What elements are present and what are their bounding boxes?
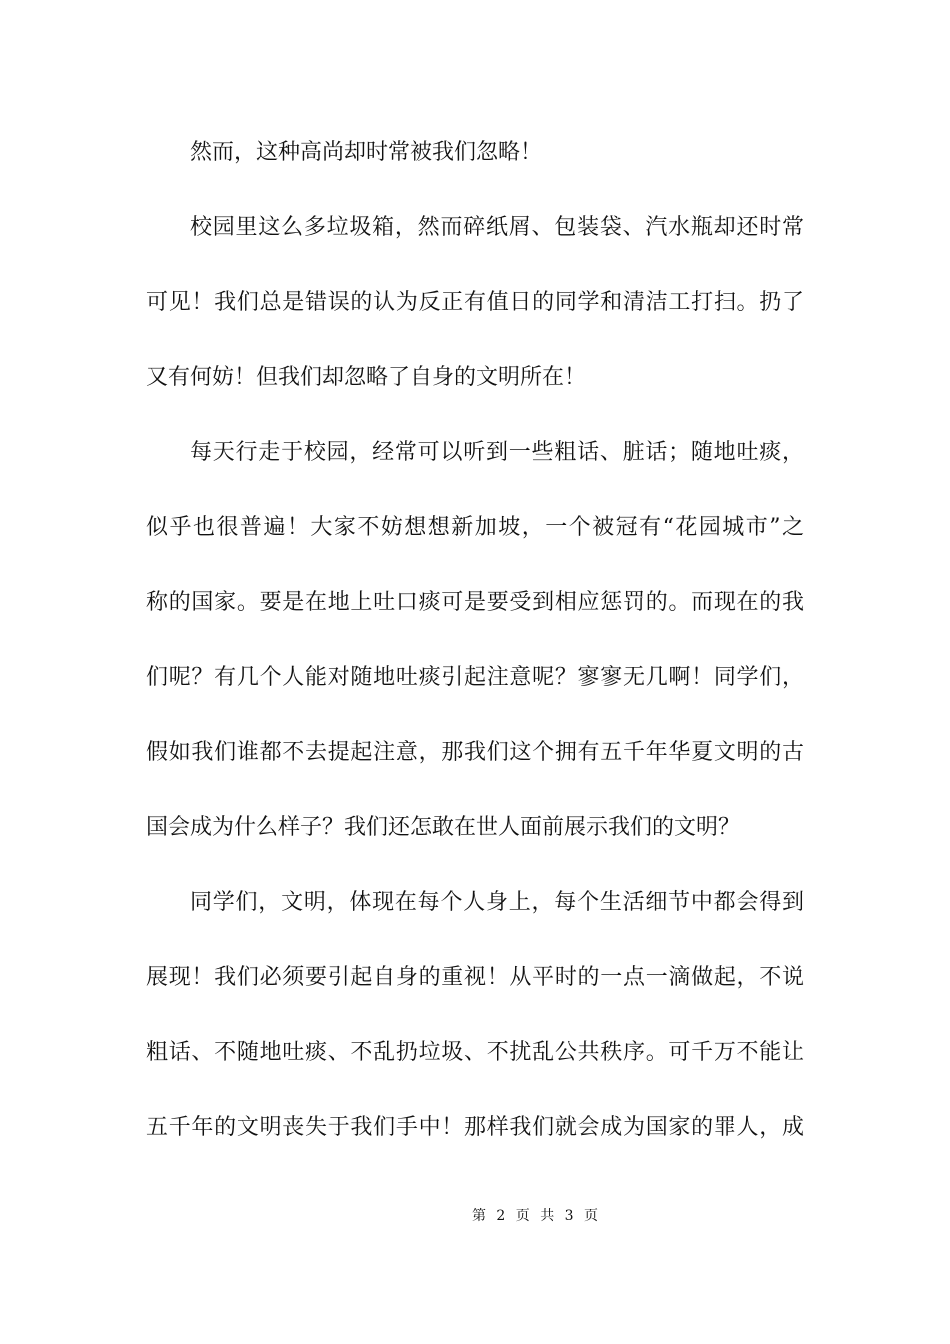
paragraph-4-line-2: 展现！我们必须要引起自身的重视！从平时的一点一滴做起，不说: [146, 965, 804, 990]
paragraph-3-line-4: 们呢？有几个人能对随地吐痰引起注意呢？寥寥无几啊！同学们，: [146, 665, 804, 690]
footer-current-page: 2: [496, 1208, 506, 1224]
paragraph-2-line-2: 可见！我们总是错误的认为反正有值日的同学和清洁工打扫。扔了: [146, 290, 804, 315]
footer-total-prefix: 共: [540, 1208, 555, 1224]
paragraph-1-line-1: 然而，这种高尚却时常被我们忽略！: [190, 140, 543, 165]
footer-total-pages: 3: [564, 1208, 574, 1224]
paragraph-3-line-1: 每天行走于校园，经常可以听到一些粗话、脏话；随地吐痰，: [190, 440, 804, 465]
paragraph-2-line-3: 又有何妨！但我们却忽略了自身的文明所在！: [146, 365, 587, 390]
footer-page-word: 页: [515, 1208, 530, 1224]
paragraph-2-line-1: 校园里这么多垃圾箱，然而碎纸屑、包装袋、汽水瓶却还时常: [190, 215, 804, 240]
paragraph-4-line-4: 五千年的文明丧失于我们手中！那样我们就会成为国家的罪人，成: [146, 1115, 804, 1140]
page-footer: [0, 1204, 950, 1228]
footer-page-prefix: 第: [471, 1208, 486, 1224]
paragraph-3-line-6: 国会成为什么样子？我们还怎敢在世人面前展示我们的文明？: [146, 815, 741, 840]
footer-total-word: 页: [584, 1208, 599, 1224]
paragraph-3-line-3: 称的国家。要是在地上吐口痰可是要受到相应惩罚的。而现在的我: [146, 590, 804, 615]
paragraph-4-line-1: 同学们，文明，体现在每个人身上，每个生活细节中都会得到: [190, 890, 804, 915]
paragraph-3-line-5: 假如我们谁都不去提起注意，那我们这个拥有五千年华夏文明的古: [146, 740, 804, 765]
paragraph-3-line-2: 似乎也很普遍！大家不妨想想新加坡，一个被冠有“花园城市”之: [146, 515, 804, 540]
paragraph-4-line-3: 粗话、不随地吐痰、不乱扔垃圾、不扰乱公共秩序。可千万不能让: [146, 1040, 804, 1065]
